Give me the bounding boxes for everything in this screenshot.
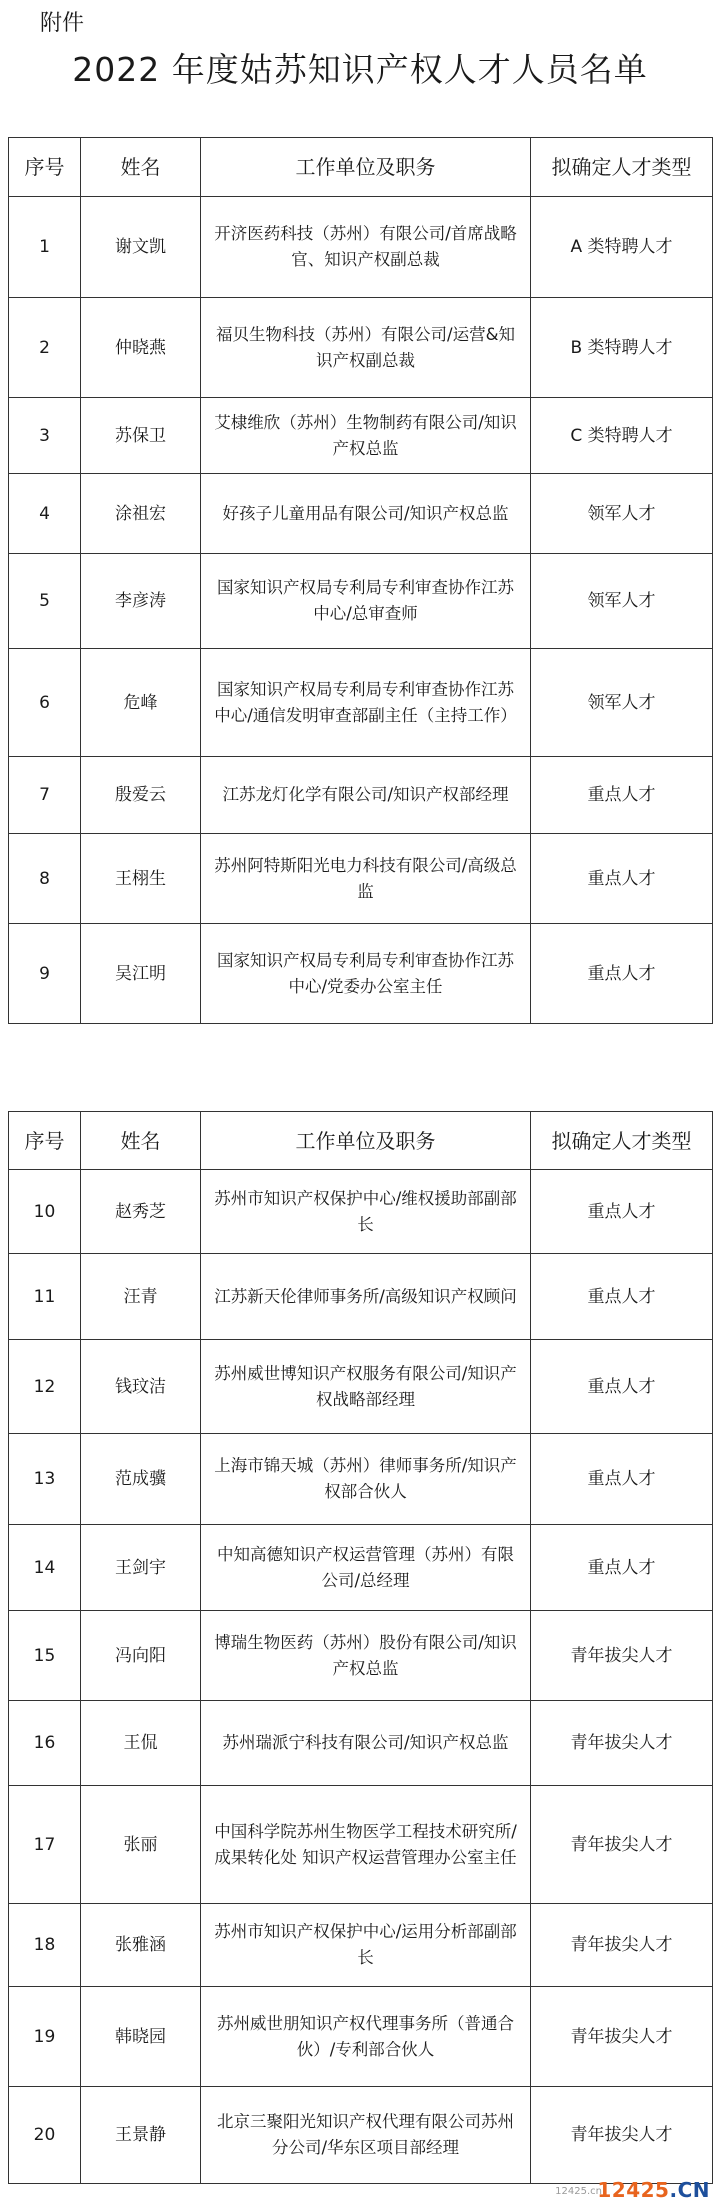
cell-organization: 国家知识产权局专利局专利审查协作江苏中心/党委办公室主任 bbox=[201, 924, 531, 1024]
cell-name: 张丽 bbox=[81, 1786, 201, 1904]
cell-organization: 苏州阿特斯阳光电力科技有限公司/高级总监 bbox=[201, 834, 531, 924]
cell-organization: 苏州威世朋知识产权代理事务所（普通合伙）/专利部合伙人 bbox=[201, 1987, 531, 2087]
watermark-logo bbox=[597, 2178, 710, 2202]
watermark-logo-number: 12425 bbox=[597, 2178, 670, 2202]
table-row bbox=[9, 1701, 713, 1786]
cell-number: 9 bbox=[9, 924, 81, 1024]
cell-name: 王栩生 bbox=[81, 834, 201, 924]
cell-name: 涂祖宏 bbox=[81, 474, 201, 554]
cell-organization: 北京三聚阳光知识产权代理有限公司苏州分公司/华东区项目部经理 bbox=[201, 2087, 531, 2184]
cell-number: 15 bbox=[9, 1611, 81, 1701]
cell-organization: 开济医药科技（苏州）有限公司/首席战略官、知识产权副总裁 bbox=[201, 197, 531, 298]
cell-organization: 艾棣维欣（苏州）生物制药有限公司/知识产权总监 bbox=[201, 398, 531, 474]
table-row bbox=[9, 757, 713, 834]
cell-organization: 国家知识产权局专利局专利审查协作江苏中心/通信发明审查部副主任（主持工作） bbox=[201, 649, 531, 757]
col-header-organization: 工作单位及职务 bbox=[201, 138, 531, 197]
cell-talent-type: 重点人才 bbox=[531, 1434, 713, 1525]
cell-talent-type: 青年拔尖人才 bbox=[531, 1904, 713, 1987]
table-row bbox=[9, 197, 713, 298]
watermark-small-text: 12425.cn bbox=[555, 2186, 602, 2197]
cell-talent-type: C 类特聘人才 bbox=[531, 398, 713, 474]
table-row bbox=[9, 398, 713, 474]
cell-talent-type: A 类特聘人才 bbox=[531, 197, 713, 298]
cell-organization: 苏州瑞派宁科技有限公司/知识产权总监 bbox=[201, 1701, 531, 1786]
talent-table-1 bbox=[8, 137, 713, 1024]
cell-organization: 中国科学院苏州生物医学工程技术研究所/成果转化处 知识产权运营管理办公室主任 bbox=[201, 1786, 531, 1904]
cell-name: 韩晓园 bbox=[81, 1987, 201, 2087]
table-header-row bbox=[9, 1112, 713, 1170]
cell-name: 钱玟洁 bbox=[81, 1340, 201, 1434]
cell-talent-type: 重点人才 bbox=[531, 1170, 713, 1254]
col-header-number: 序号 bbox=[9, 1112, 81, 1170]
cell-number: 6 bbox=[9, 649, 81, 757]
cell-talent-type: 领军人才 bbox=[531, 649, 713, 757]
cell-talent-type: B 类特聘人才 bbox=[531, 298, 713, 398]
cell-name: 冯向阳 bbox=[81, 1611, 201, 1701]
table-row bbox=[9, 834, 713, 924]
cell-talent-type: 重点人才 bbox=[531, 924, 713, 1024]
cell-organization: 博瑞生物医药（苏州）股份有限公司/知识产权总监 bbox=[201, 1611, 531, 1701]
page-title: 2022 年度姑苏知识产权人才人员名单 bbox=[72, 50, 648, 89]
cell-talent-type: 重点人才 bbox=[531, 834, 713, 924]
table-row bbox=[9, 649, 713, 757]
cell-name: 殷爱云 bbox=[81, 757, 201, 834]
cell-talent-type: 青年拔尖人才 bbox=[531, 1786, 713, 1904]
col-header-organization: 工作单位及职务 bbox=[201, 1112, 531, 1170]
cell-organization: 江苏新天伦律师事务所/高级知识产权顾问 bbox=[201, 1254, 531, 1340]
attachment-label: 附件 bbox=[40, 11, 85, 36]
cell-name: 吴江明 bbox=[81, 924, 201, 1024]
cell-number: 1 bbox=[9, 197, 81, 298]
cell-talent-type: 青年拔尖人才 bbox=[531, 1701, 713, 1786]
cell-number: 5 bbox=[9, 554, 81, 649]
cell-number: 13 bbox=[9, 1434, 81, 1525]
cell-name: 李彦涛 bbox=[81, 554, 201, 649]
cell-name: 谢文凯 bbox=[81, 197, 201, 298]
table-row bbox=[9, 2087, 713, 2184]
col-header-name: 姓名 bbox=[81, 138, 201, 197]
cell-name: 范成骥 bbox=[81, 1434, 201, 1525]
talent-table-2 bbox=[8, 1111, 713, 2184]
table-row bbox=[9, 1340, 713, 1434]
table-row bbox=[9, 1525, 713, 1611]
cell-talent-type: 青年拔尖人才 bbox=[531, 1611, 713, 1701]
cell-number: 16 bbox=[9, 1701, 81, 1786]
cell-name: 王侃 bbox=[81, 1701, 201, 1786]
cell-number: 12 bbox=[9, 1340, 81, 1434]
cell-number: 2 bbox=[9, 298, 81, 398]
table-row bbox=[9, 1611, 713, 1701]
cell-organization: 江苏龙灯化学有限公司/知识产权部经理 bbox=[201, 757, 531, 834]
cell-number: 10 bbox=[9, 1170, 81, 1254]
table-row bbox=[9, 1170, 713, 1254]
table-row bbox=[9, 1254, 713, 1340]
table-row bbox=[9, 298, 713, 398]
col-header-talent-type: 拟确定人才类型 bbox=[531, 138, 713, 197]
cell-name: 仲晓燕 bbox=[81, 298, 201, 398]
cell-name: 王剑宇 bbox=[81, 1525, 201, 1611]
cell-number: 8 bbox=[9, 834, 81, 924]
cell-organization: 苏州市知识产权保护中心/运用分析部副部长 bbox=[201, 1904, 531, 1987]
cell-name: 汪青 bbox=[81, 1254, 201, 1340]
col-header-number: 序号 bbox=[9, 138, 81, 197]
table-row bbox=[9, 1987, 713, 2087]
cell-name: 赵秀芝 bbox=[81, 1170, 201, 1254]
cell-talent-type: 重点人才 bbox=[531, 757, 713, 834]
cell-name: 危峰 bbox=[81, 649, 201, 757]
col-header-name: 姓名 bbox=[81, 1112, 201, 1170]
cell-organization: 国家知识产权局专利局专利审查协作江苏中心/总审查师 bbox=[201, 554, 531, 649]
cell-number: 20 bbox=[9, 2087, 81, 2184]
cell-name: 张雅涵 bbox=[81, 1904, 201, 1987]
cell-organization: 好孩子儿童用品有限公司/知识产权总监 bbox=[201, 474, 531, 554]
cell-number: 11 bbox=[9, 1254, 81, 1340]
cell-talent-type: 重点人才 bbox=[531, 1254, 713, 1340]
cell-talent-type: 青年拔尖人才 bbox=[531, 1987, 713, 2087]
cell-number: 7 bbox=[9, 757, 81, 834]
cell-organization: 福贝生物科技（苏州）有限公司/运营&知识产权副总裁 bbox=[201, 298, 531, 398]
table-row bbox=[9, 474, 713, 554]
cell-name: 苏保卫 bbox=[81, 398, 201, 474]
cell-talent-type: 青年拔尖人才 bbox=[531, 2087, 713, 2184]
table-row bbox=[9, 924, 713, 1024]
cell-organization: 苏州市知识产权保护中心/维权援助部副部长 bbox=[201, 1170, 531, 1254]
watermark-logo-suffix: .CN bbox=[669, 2178, 710, 2202]
cell-number: 18 bbox=[9, 1904, 81, 1987]
table-row bbox=[9, 1904, 713, 1987]
cell-number: 19 bbox=[9, 1987, 81, 2087]
table-row bbox=[9, 554, 713, 649]
col-header-talent-type: 拟确定人才类型 bbox=[531, 1112, 713, 1170]
cell-number: 17 bbox=[9, 1786, 81, 1904]
cell-name: 王景静 bbox=[81, 2087, 201, 2184]
cell-organization: 苏州威世博知识产权服务有限公司/知识产权战略部经理 bbox=[201, 1340, 531, 1434]
cell-organization: 中知高德知识产权运营管理（苏州）有限公司/总经理 bbox=[201, 1525, 531, 1611]
cell-organization: 上海市锦天城（苏州）律师事务所/知识产权部合伙人 bbox=[201, 1434, 531, 1525]
cell-talent-type: 领军人才 bbox=[531, 474, 713, 554]
cell-talent-type: 重点人才 bbox=[531, 1340, 713, 1434]
cell-number: 3 bbox=[9, 398, 81, 474]
table-row bbox=[9, 1434, 713, 1525]
cell-number: 4 bbox=[9, 474, 81, 554]
cell-number: 14 bbox=[9, 1525, 81, 1611]
cell-talent-type: 重点人才 bbox=[531, 1525, 713, 1611]
table-row bbox=[9, 1786, 713, 1904]
table-header-row bbox=[9, 138, 713, 197]
cell-talent-type: 领军人才 bbox=[531, 554, 713, 649]
